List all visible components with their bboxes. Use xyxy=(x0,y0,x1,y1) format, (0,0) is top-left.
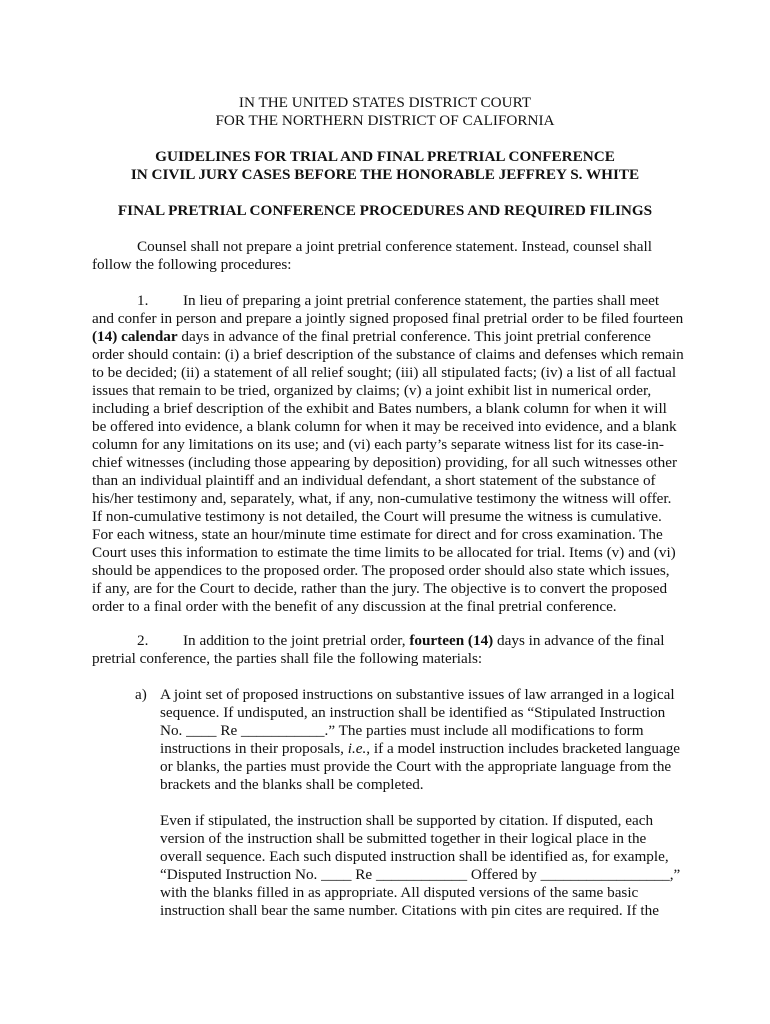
list-item-line: brackets and the blanks shall be completed. xyxy=(160,776,424,793)
paragraph-text: days in advance of the final pretrial conference. This joint pretrial conference xyxy=(177,328,651,345)
paragraph-line: For each witness, state an hour/minute time estimate for direct and for cross examination. The xyxy=(92,526,663,543)
list-item-line: sequence. If undisputed, an instruction shall be identified as “Stipulated Instruction xyxy=(160,704,666,721)
paragraph-line: including a brief description of the exhibit and Bates numbers, a blank column for when it will xyxy=(92,400,667,417)
list-item-line: or blanks, the parties must provide the Court with the appropriate language from the xyxy=(160,758,672,775)
paragraph-number: 2. xyxy=(137,632,149,649)
list-item-line: overall sequence. Each such disputed instruction shall be identified as, for example, xyxy=(160,848,669,865)
list-item-line: No. ____ Re ___________.” The parties must include all modifications to form xyxy=(160,722,644,739)
paragraph-text: days in advance of the final xyxy=(493,632,665,649)
list-item-line: version of the instruction shall be submitted together in their logical place in the xyxy=(160,830,647,847)
intro-line: Counsel shall not prepare a joint pretrial conference statement. Instead, counsel shall xyxy=(137,238,652,255)
paragraph-line: and confer in person and prepare a jointly signed proposed final pretrial order to be filed fourteen xyxy=(92,310,684,327)
paragraph-text: In addition to the joint pretrial order, xyxy=(183,632,410,649)
paragraph-line: issues that remain to be tried, organized by claims; (v) a joint exhibit list in numerical order, xyxy=(92,382,652,399)
ie-italic: i.e. xyxy=(347,740,367,757)
paragraph-line: order should contain: (i) a brief description of the substance of claims and defenses which remain xyxy=(92,346,684,363)
paragraph-line: order to a final order with the benefit of any discussion at the final pretrial conference. xyxy=(92,598,617,615)
paragraph-line: chief witnesses (including those appearing by deposition) providing, for all such witnesses other xyxy=(92,454,678,471)
list-marker: a) xyxy=(135,686,147,703)
list-item-line: “Disputed Instruction No. ____ Re ____________ Offered by _________________,” xyxy=(160,866,681,883)
paragraph-line: Court uses this information to estimate the time limits to be allocated for trial. Items (v) and (vi) xyxy=(92,544,676,561)
paragraph-line: column for any limitations on its use; and (vi) each party’s separate witness list for its case-in- xyxy=(92,436,664,453)
paragraph-line: if any, are for the Court to decide, rather than the jury. The objective is to convert the proposed xyxy=(92,580,668,597)
paragraph-line: pretrial conference, the parties shall file the following materials: xyxy=(92,650,483,667)
paragraph-line: should be appendices to the proposed order. The proposed order should also state which issues, xyxy=(92,562,670,579)
paragraph-line xyxy=(183,632,664,650)
court-heading-line1: IN THE UNITED STATES DISTRICT COURT xyxy=(238,94,532,111)
list-item-line: A joint set of proposed instructions on substantive issues of law arranged in a logical xyxy=(160,686,675,703)
paragraph-line: his/her testimony and, separately, what, if any, non-cumulative testimony the witness will offer. xyxy=(92,490,672,507)
paragraph-text: instructions in their proposals, xyxy=(160,740,348,757)
guidelines-title-line1: GUIDELINES FOR TRIAL AND FINAL PRETRIAL CONFERENCE xyxy=(155,148,615,165)
paragraph-line: to be decided; (ii) a statement of all relief sought; (iii) all stipulated facts; (iv) a list of all factual xyxy=(92,364,677,381)
paragraph-line: In lieu of preparing a joint pretrial conference statement, the parties shall meet xyxy=(183,292,660,309)
section-title: FINAL PRETRIAL CONFERENCE PROCEDURES AND REQUIRED FILINGS xyxy=(117,202,653,219)
paragraph-line: than an individual plaintiff and an individual defendant, a short statement of the substance of xyxy=(92,472,656,489)
guidelines-title-line2: IN CIVIL JURY CASES BEFORE THE HONORABLE JEFFREY S. WHITE xyxy=(130,166,640,183)
paragraph-text: , if a model instruction includes bracketed language xyxy=(366,740,681,757)
calendar-days-bold: (14) calendar xyxy=(92,328,178,345)
paragraph-line: If non-cumulative testimony is not detailed, the Court will presume the witness is cumulative. xyxy=(92,508,662,525)
fourteen-days-bold: fourteen (14) xyxy=(409,632,494,649)
paragraph-line: be offered into evidence, a blank column for when it may be received into evidence, and a blank xyxy=(92,418,677,435)
paragraph-line xyxy=(92,328,651,346)
court-heading-line2: FOR THE NORTHERN DISTRICT OF CALIFORNIA xyxy=(215,112,555,129)
intro-line: follow the following procedures: xyxy=(92,256,292,273)
list-item-line: instruction shall bear the same number. Citations with pin cites are required. If the xyxy=(160,902,659,919)
paragraph-number: 1. xyxy=(137,292,149,309)
list-item-line: with the blanks filled in as appropriate. All disputed versions of the same basic xyxy=(160,884,639,901)
list-item-line xyxy=(160,740,680,758)
list-item-line: Even if stipulated, the instruction shall be supported by citation. If disputed, each xyxy=(160,812,654,829)
